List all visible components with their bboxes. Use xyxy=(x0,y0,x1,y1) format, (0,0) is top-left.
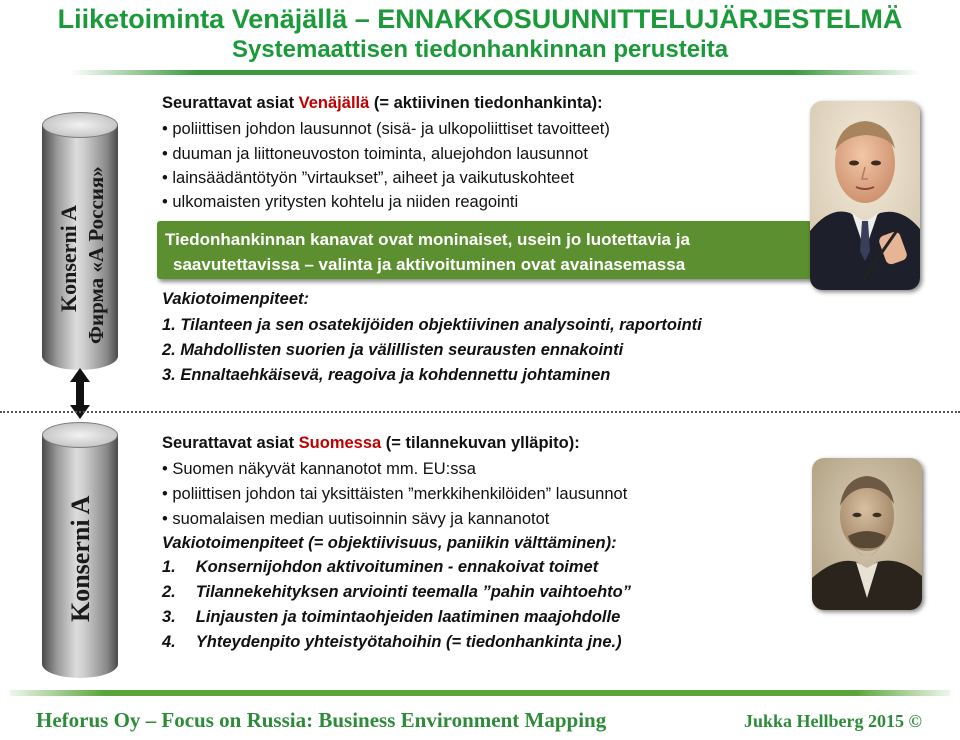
russia-bullet: • lainsäädäntötyön ”virtaukset”, aiheet ja vaikutuskohteet xyxy=(162,169,574,188)
callout-box xyxy=(157,221,812,279)
footer-author: Jukka Hellberg 2015 © xyxy=(744,711,922,731)
portrait-photo-top xyxy=(810,101,920,290)
finland-bullet: • Suomen näkyvät kannanotot mm. EU:ssa xyxy=(162,460,476,479)
cylinder-label-konserni-a: Konserni A xyxy=(66,495,95,622)
cylinder-label-konserni: Konserni A xyxy=(56,205,81,312)
russia-bullet: • ulkomaisten yritysten kohtelu ja niiden reagointi xyxy=(162,193,518,212)
russia-measure: 2. Mahdollisten suorien ja välillisten seurausten ennakointi xyxy=(162,341,624,359)
finland-measure: 1. Konsernijohdon aktivoituminen - ennakoivat toimet xyxy=(162,558,599,576)
russia-bullet: • duuman ja liittoneuvoston toiminta, aluejohdon lausunnot xyxy=(162,145,588,164)
footer-rule xyxy=(10,690,950,696)
finland-bullet: • poliittisen johdon tai yksittäisten ”merkkihenkilöiden” lausunnot xyxy=(162,485,627,504)
russia-heading: Seurattavat asiat Venäjällä (= aktiivinen tiedonhankinta): xyxy=(162,94,603,112)
russia-measures-heading: Vakiotoimenpiteet: xyxy=(162,290,309,308)
page-subtitle: Systemaattisen tiedonhankinnan perusteita xyxy=(231,36,729,63)
callout-line-2: saavutettavissa – valinta ja aktivoituminen ovat avainasemassa xyxy=(173,255,686,274)
callout-line-1: Tiedonhankinnan kanavat ovat moninaiset, usein jo luotettavia ja xyxy=(165,230,690,249)
page-title: Liiketoiminta Venäjällä – ENNAKKOSUUNNITTELUJÄRJESTELMÄ xyxy=(57,4,903,34)
finland-measures-heading: Vakiotoimenpiteet (= objektiivisuus, paniikin välttäminen): xyxy=(162,534,617,552)
russia-highlight: Venäjällä xyxy=(298,94,370,112)
portrait-photo-bottom xyxy=(812,458,922,610)
finland-measure: 2. Tilannekehityksen arviointi teemalla ”pahin vaihtoehto” xyxy=(162,583,631,601)
bottom-cylinder xyxy=(42,422,118,678)
finland-bullet: • suomalaisen median uutisoinnin sävy ja kannanotot xyxy=(162,510,549,529)
russia-bullet: • poliittisen johdon lausunnot (sisä- ja ulkopoliittiset tavoitteet) xyxy=(162,120,610,139)
section-divider xyxy=(0,411,960,413)
finland-measure: 4. Yhteydenpito yhteistyötahoihin (= tiedonhankinta jne.) xyxy=(162,633,622,651)
russia-measure: 1. Tilanteen ja sen osatekijöiden objektiivinen analysointi, raportointi xyxy=(162,316,702,334)
russia-measure: 3. Ennaltaehkäisevä, reagoiva ja kohdennettu johtaminen xyxy=(162,366,611,384)
footer-company: Heforus Oy – Focus on Russia: Business Environment Mapping xyxy=(36,708,607,732)
finland-highlight: Suomessa xyxy=(298,434,382,452)
finland-measure: 3. Linjausten ja toimintaohjeiden laatiminen maajohdolle xyxy=(162,608,621,626)
cylinder-label-russian: Фирма «А Россия» xyxy=(84,166,108,344)
title-underline xyxy=(70,70,920,75)
finland-heading: Seurattavat asiat Suomessa (= tilannekuvan ylläpito): xyxy=(162,434,580,452)
top-cylinder xyxy=(42,112,118,370)
